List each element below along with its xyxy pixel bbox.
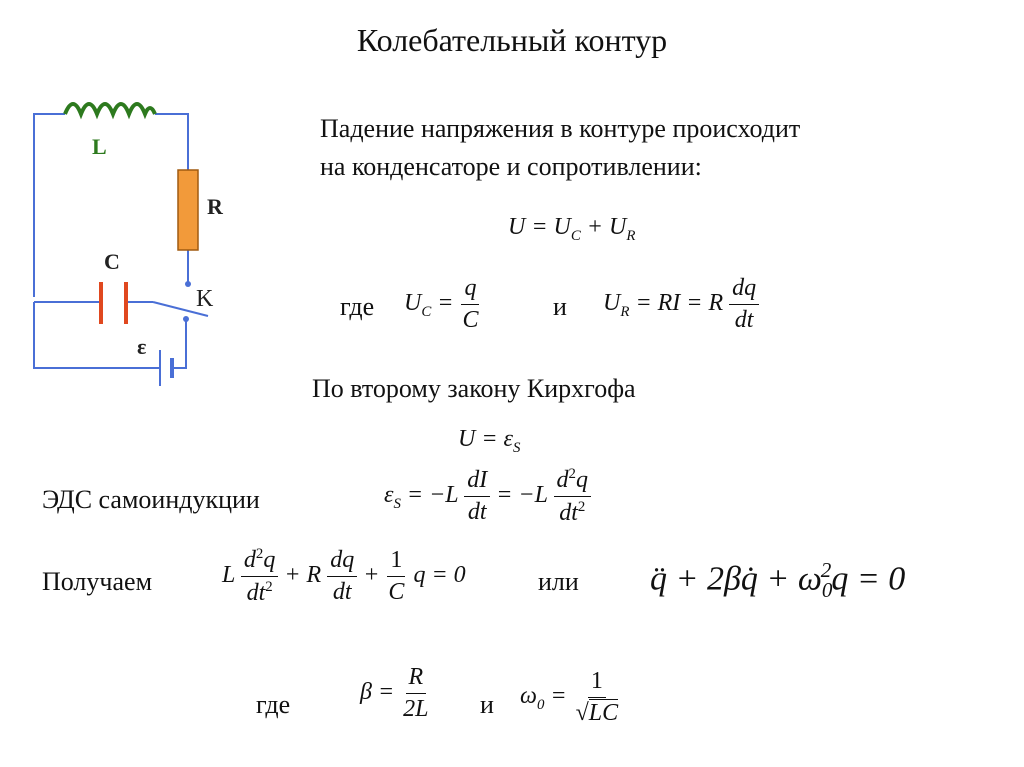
resistor-body bbox=[178, 170, 198, 250]
formula-uc: $U_C$ = $\frac{q}{C}$ bbox=[404, 275, 479, 333]
capacitor-plate-left bbox=[99, 282, 103, 324]
key-label: K bbox=[196, 286, 214, 312]
text-and-1: и bbox=[553, 292, 567, 321]
oscillating-circuit-diagram bbox=[20, 92, 250, 402]
formula-emf: $\varepsilon_S = -L$ $\frac{dI}{dt}$ = −L $\frac{d^2q}{dt^2}$ bbox=[384, 466, 591, 527]
formula-voltage-sum: $U = U_C + U_R$ bbox=[508, 214, 636, 244]
resistor-label: R bbox=[207, 194, 223, 219]
text-voltage-drop-line1: Падение напряжения в контуре происходит bbox=[320, 114, 801, 143]
formula-beta: β = $\frac{R}{2L}$ bbox=[360, 664, 429, 722]
emf-label: ε bbox=[137, 334, 147, 359]
formula-u-emf: $U = \varepsilon_S$ bbox=[458, 426, 521, 456]
formula-ode: L $\frac{d^2q}{dt^2}$ + R $\frac{dq}{dt}$ + $\frac{1}{C}$ q = 0 bbox=[222, 546, 466, 606]
wire-bottom-right bbox=[172, 318, 186, 368]
text-where-1: где bbox=[340, 292, 375, 321]
text-emf-self: ЭДС самоиндукции bbox=[42, 485, 260, 514]
text-or: или bbox=[538, 567, 579, 596]
key-contact bbox=[185, 281, 191, 287]
capacitor-plate-right bbox=[124, 282, 128, 324]
text-voltage-drop-line2: на конденсаторе и сопротивлении: bbox=[320, 152, 702, 181]
wire-right-top bbox=[155, 114, 188, 170]
text-kirchhoff: По второму закону Кирхгофа bbox=[312, 374, 636, 403]
key-pivot bbox=[183, 316, 189, 322]
text-obtain: Получаем bbox=[42, 567, 153, 596]
text-and-2: и bbox=[480, 690, 494, 719]
formula-ur: $U_R$ = RI = R $\frac{dq}{dt}$ bbox=[603, 275, 759, 334]
inductor-coil bbox=[65, 104, 155, 114]
text-where-2: где bbox=[256, 690, 291, 719]
inductor-label: L bbox=[92, 134, 107, 159]
slide-title: Колебательный контур bbox=[356, 22, 668, 58]
wire-left-top bbox=[34, 114, 65, 297]
formula-omega: $\omega_0$ = $\frac{1}{√LC}$ bbox=[520, 668, 619, 726]
capacitor-label: C bbox=[104, 249, 120, 274]
formula-ode-short: q̈ + 2βq̇ + $\omega_0^2q = 0$ bbox=[650, 558, 906, 603]
